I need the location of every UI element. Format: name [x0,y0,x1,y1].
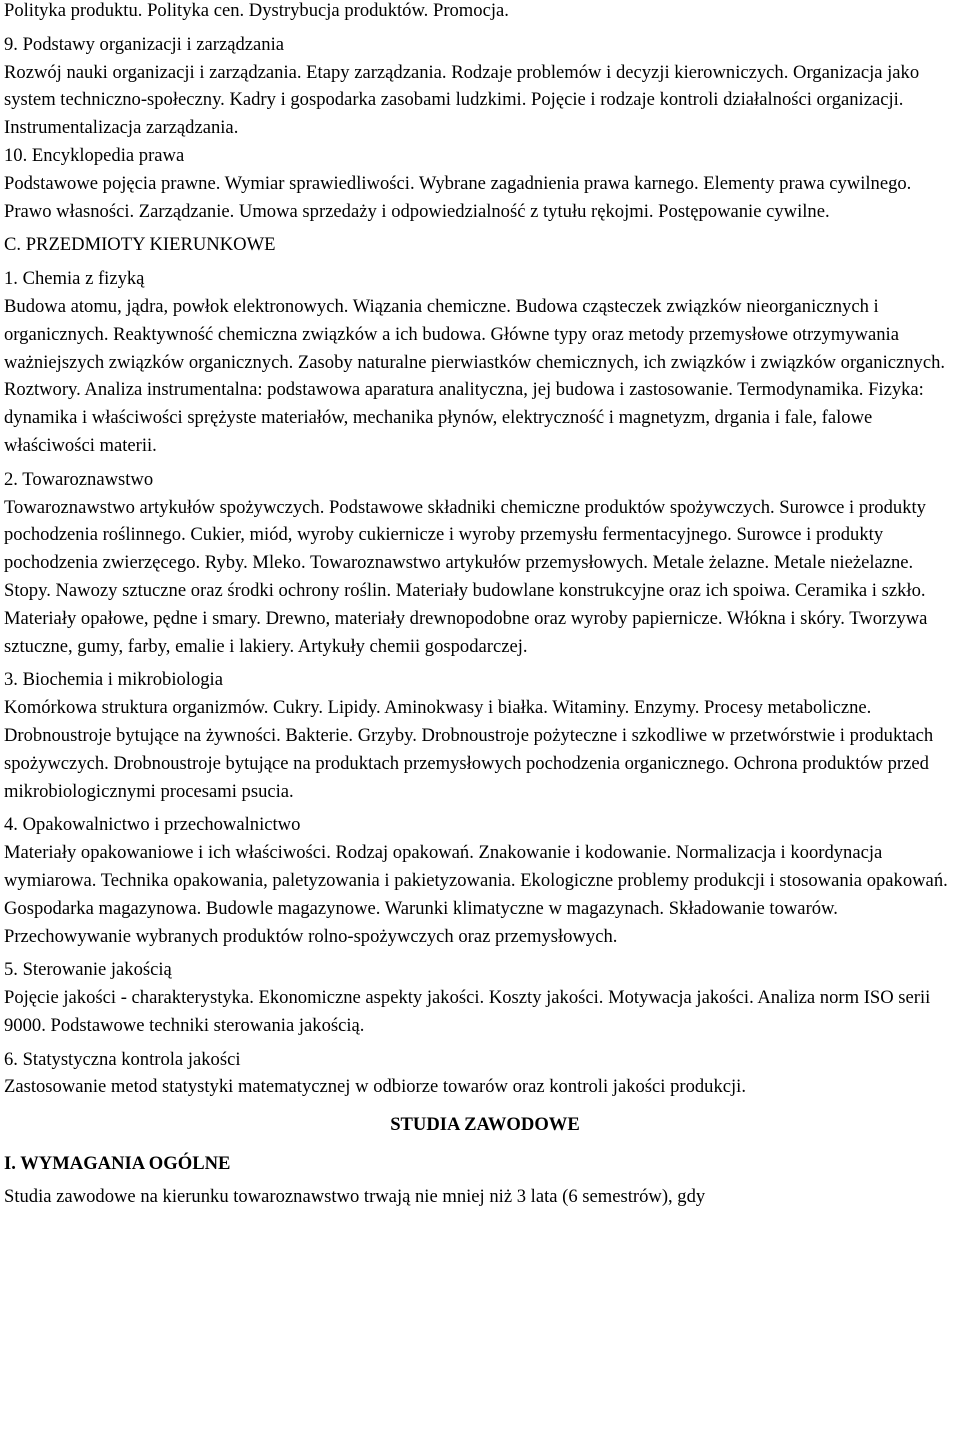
section-9-text: Rozwój nauki organizacji i zarządzania. Etapy zarządzania. Rodzaje problemów i decyzji kierowniczych. Organizacja jako system techniczno-społeczny. Kadry i gospodarka zasobami ludzkimi. Pojęcie i rodzaje kontroli działalności organizacji. Instrumentalizacja zarządzania. [4,61,920,139]
intro-line: Polityka produktu. Polityka cen. Dystrybucja produktów. Promocja. [4,0,509,21]
section-c-heading: C. PRZEDMIOTY KIERUNKOWE [4,234,276,256]
subject-4-heading: 4. Opakowalnictwo i przechowalnictwo [4,814,301,836]
subject-3-heading: 3. Biochemia i mikrobiologia [4,669,223,691]
requirements-heading: I. WYMAGANIA OGÓLNE [4,1153,231,1175]
subject-3 [4,666,958,805]
studia-zawodowe [4,1111,958,1211]
subject-6-text: Zastosowanie metod statystyki matematycznej w odbiorze towarów oraz kontroli jakości produkcji. [4,1076,746,1098]
subject-5-text: Pojęcie jakości - charakterystyka. Ekonomiczne aspekty jakości. Koszty jakości. Motywacja jakości. Analiza norm ISO serii 9000. Podstawowe techniki sterowania jakością. [4,987,931,1036]
subject-3-text: Komórkowa struktura organizmów. Cukry. Lipidy. Aminokwasy i białka. Witaminy. Enzymy. Procesy metaboliczne. Drobnoustroje bytujące na żywności. Bakterie. Grzyby. Drobnoustroje pożyteczne i szkodliwe w przetwórstwie i produktach spożywczych. Drobnoustroje bytujące na produktach przemysłowych pochodzenia organicznego. Ochrona produktów przed mikrobiologicznymi procesami psucia. [4,697,934,802]
section-9-heading: 9. Podstawy organizacji i zarządzania [4,33,284,55]
subject-2-text: Towaroznawstwo artykułów spożywczych. Podstawowe składniki chemiczne produktów spożywczych. Surowce i produkty pochodzenia roślinnego. Cukier, miód, wyroby cukiernicze i wyroby przemysłu fermentacyjnego. Surowce i produkty pochodzenia zwierzęcego. Ryby. Mleko. Towaroznawstwo artykułów przemysłowych. Metale żelazne. Metale nieżelazne. Stopy. Nawozy sztuczne oraz środki ochrony roślin. Materiały budowlane konstrukcyjne oraz ich spoiwa. Ceramika i szkło. Materiały opałowe, pędne i smary. Drewno, materiały drewnopodobne oraz wyroby papiernicze. Włókna i skóry. Tworzywa sztuczne, gumy, farby, emalie i lakiery. Artykuły chemii gospodarczej. [4,496,928,657]
subject-6 [4,1046,958,1102]
document-page [4,0,958,1211]
subject-5-heading: 5. Sterowanie jakością [4,959,172,981]
section-10-heading: 10. Encyklopedia prawa [4,144,185,166]
section-c [4,231,958,259]
subject-4-text: Materiały opakowaniowe i ich właściwości. Rodzaj opakowań. Znakowanie i kodowanie. Normalizacja i koordynacja wymiarowa. Technika opakowania, paletyzowania i pakietyzowania. Ekologiczne problemy produkcji i stosowania opakowań. Gospodarka magazynowa. Budowle magazynowe. Warunki klimatyczne w magazynach. Składowanie towarów. Przechowywanie wybranych produktów rolno-spożywczych oraz przemysłowych. [4,842,948,947]
section-10 [4,142,958,225]
subject-2-heading: 2. Towaroznawstwo [4,468,154,490]
subject-2 [4,466,958,661]
subject-1-text: Budowa atomu, jądra, powłok elektronowych. Wiązania chemiczne. Budowa cząsteczek związków nieorganicznych i organicznych. Reaktywność chemiczna związków a ich budowa. Główne typy oraz metody przemysłowe otrzymywania ważniejszych związków organicznych. Zasoby naturalne pierwiastków chemicznych, ich związków i związków organicznych. Roztwory. Analiza instrumentalna: podstawowa aparatura analityczna, jej budowa i zastosowanie. Termodynamika. Fizyka: dynamika i właściwości sprężyste materiałów, mechanika płynów, elektryczność i magnetyzm, drgania i fale, falowe właściwości materii. [4,295,946,456]
subject-1-heading: 1. Chemia z fizyką [4,268,145,290]
subject-5 [4,956,958,1039]
subject-4 [4,811,958,950]
section-9 [4,31,958,142]
studia-text: Studia zawodowe na kierunku towaroznawstwo trwają nie mniej niż 3 lata (6 semestrów), gdy [4,1186,706,1208]
subject-1 [4,265,958,460]
subject-6-heading: 6. Statystyczna kontrola jakości [4,1048,241,1070]
studia-title: STUDIA ZAWODOWE [390,1114,580,1136]
section-10-text: Podstawowe pojęcia prawne. Wymiar sprawiedliwości. Wybrane zagadnienia prawa karnego. Elementy prawa cywilnego. Prawo własności. Zarządzanie. Umowa sprzedaży i odpowiedzialność z tytułu rękojmi. Postępowanie cywilne. [4,172,912,222]
